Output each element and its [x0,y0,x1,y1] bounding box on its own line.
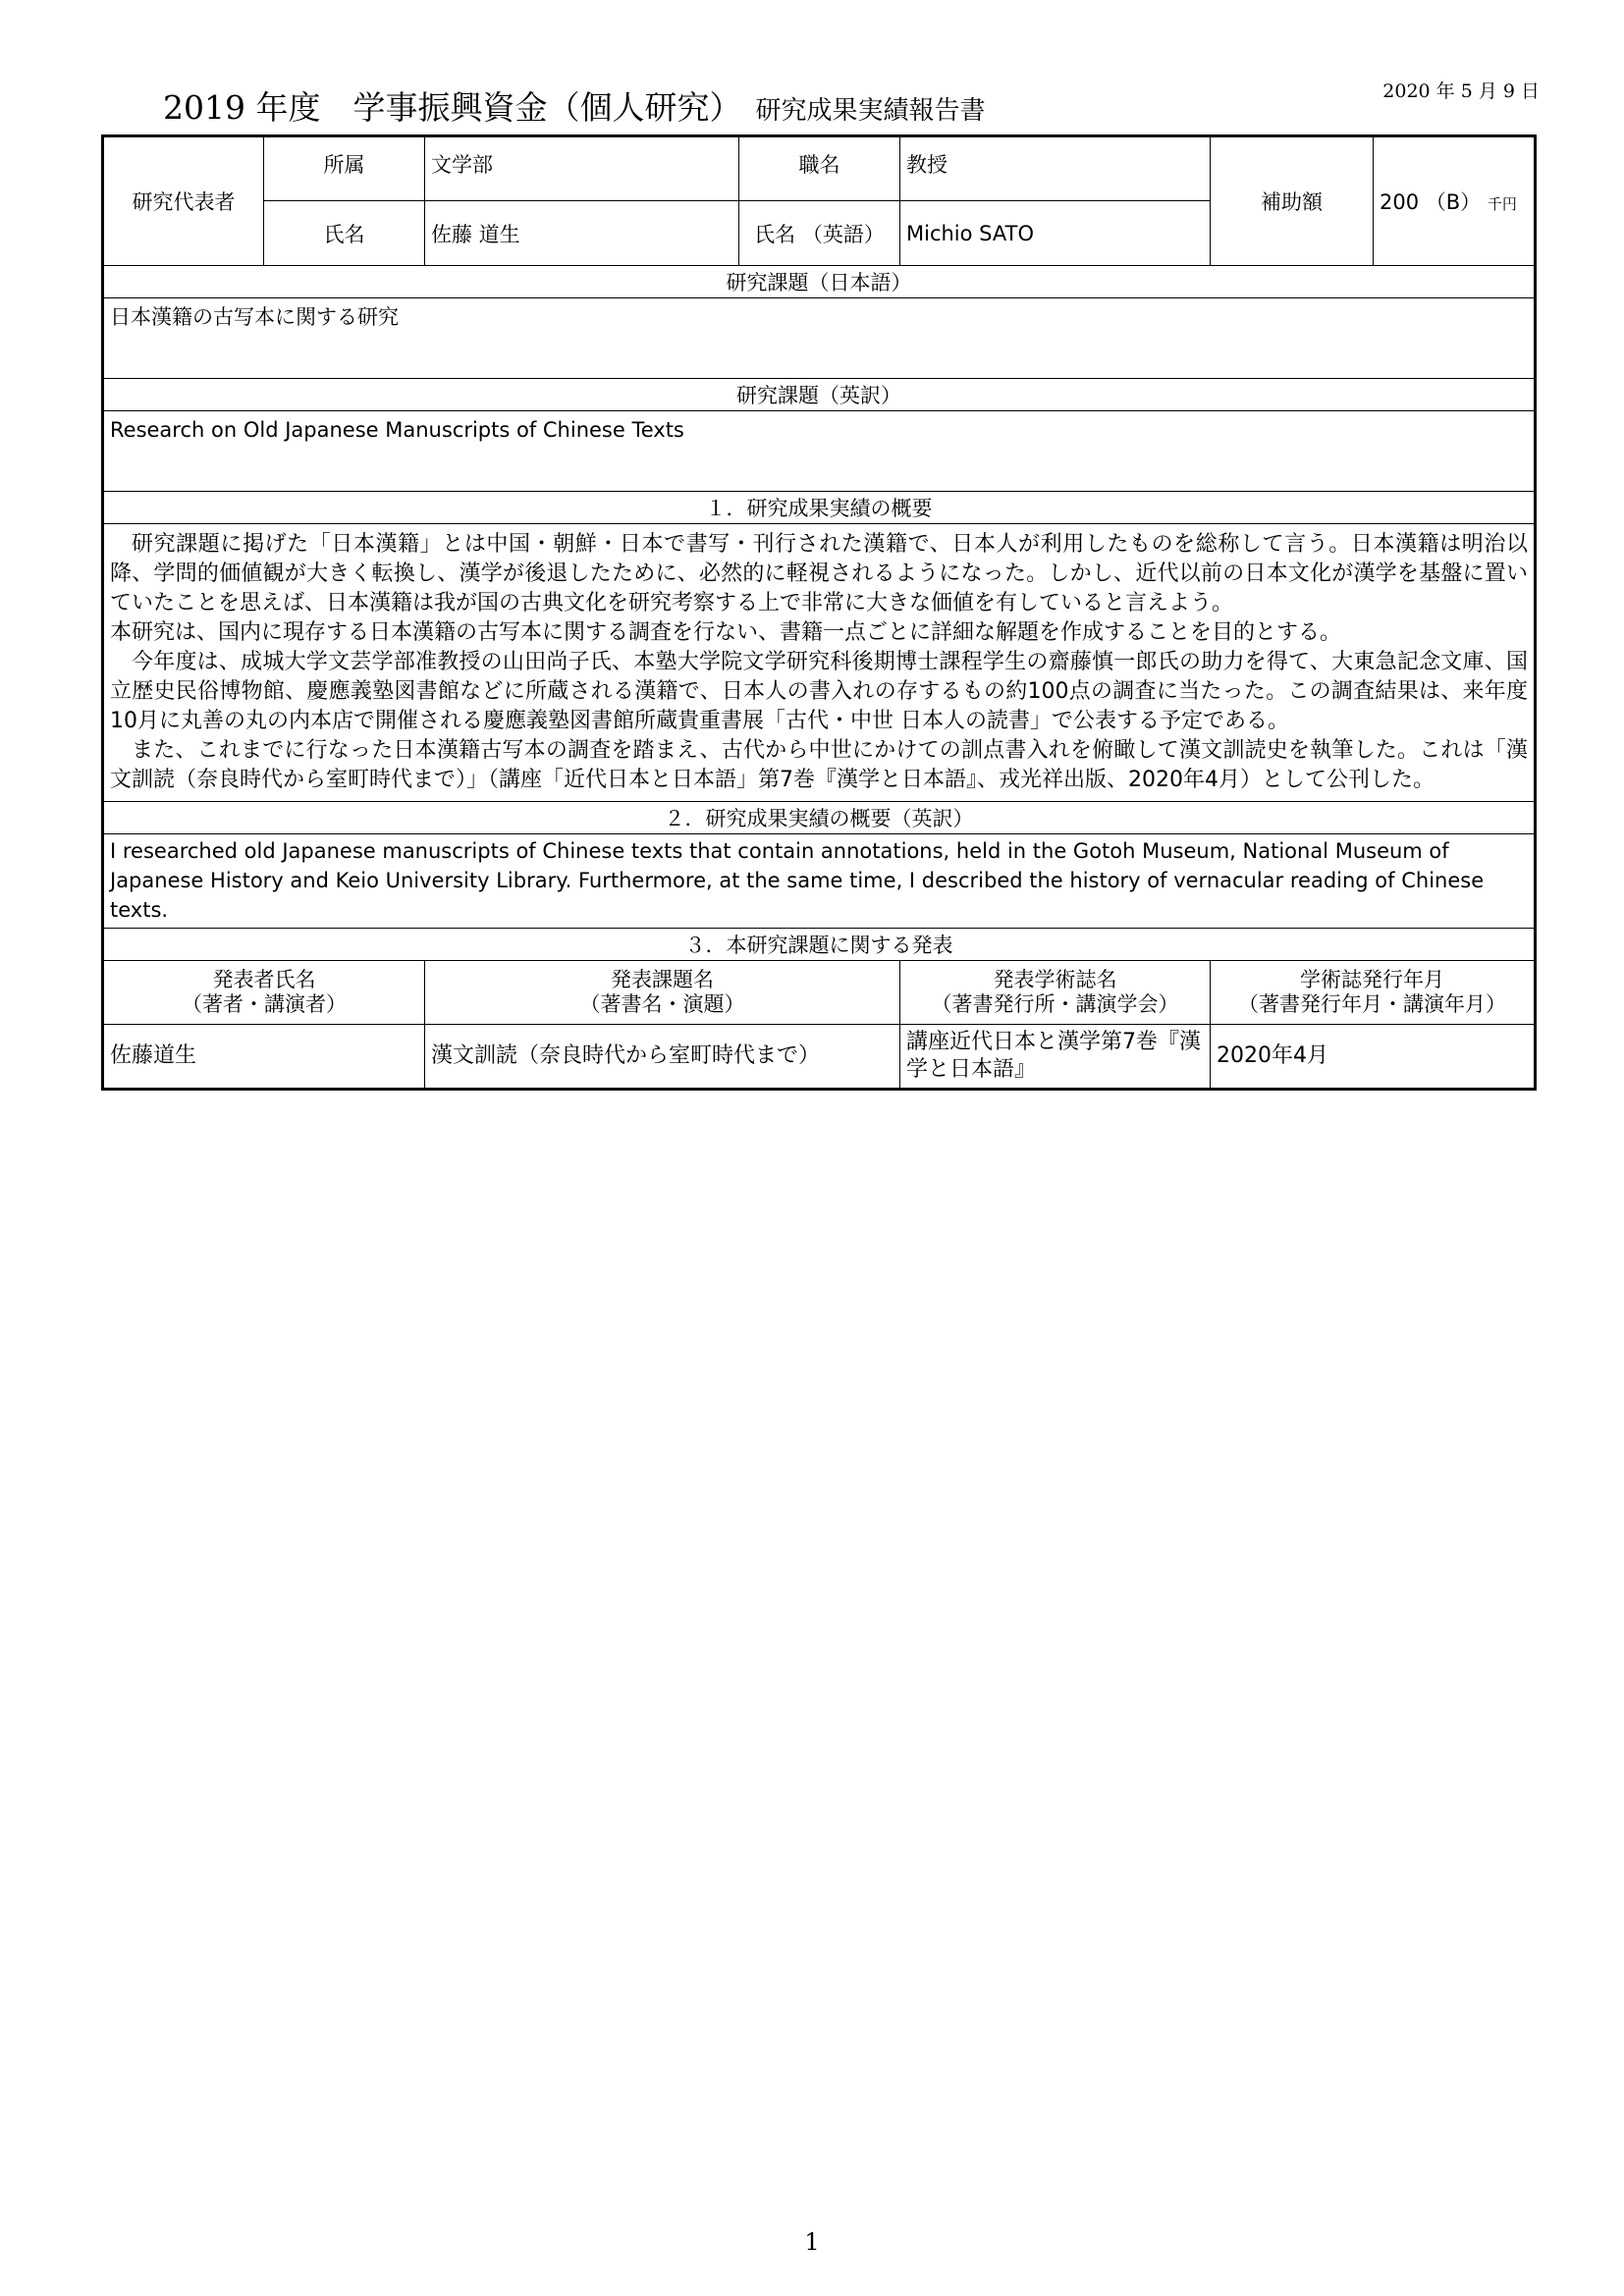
pub-col-title [425,961,900,1025]
grant-label: 補助額 [1211,136,1374,266]
publications-heading: ３．本研究課題に関する発表 [103,929,1536,961]
grant-value: 200 （B） [1380,190,1482,214]
col-line1: 発表課題名 [611,968,714,991]
name-en-value: Michio SATO [900,201,1211,266]
pub-col-date [1211,961,1536,1025]
summary-en-text: I researched old Japanese manuscripts of Chinese texts that contain annotations, held in the Gotoh Museum, National Museum of Japanese History and Keio University Library. Furthermore, at the same time, I described the history of vernacular reading of Chinese texts. [103,834,1536,929]
summary-ja-paragraph: また、これまでに行なった日本漢籍古写本の調査を踏まえ、古代から中世にかけての訓点書入れを俯瞰して漢文訓読史を執筆した。これは「漢文訓読（奈良時代から室町時代まで）」（講座「近代日本と日本語」第7巻『漢学と日本語』、戎光祥出版、2020年4月）として公刊した。 [110,738,1528,792]
representative-label: 研究代表者 [103,136,264,266]
pub-journal: 講座近代日本と漢学第7巻『漢学と日本語』 [900,1025,1211,1090]
topic-ja-heading: 研究課題（日本語） [103,266,1536,298]
summary-ja-body [103,524,1536,802]
col-line2: （著書発行所・講演学会） [931,992,1179,1016]
col-line2: （著書名・演題） [579,992,745,1016]
grant-value-cell [1374,136,1536,266]
summary-ja-paragraph: 本研究は、国内に現存する日本漢籍の古写本に関する調査を行ない、書籍一点ごとに詳細な解題を作成することを目的とする。 [110,620,1342,645]
col-line2: （著者・講演者） [182,992,347,1016]
report-date: 2020 年 5 月 9 日 [1382,80,1540,102]
affiliation-label: 所属 [264,136,425,201]
pub-col-journal [900,961,1211,1025]
position-label: 職名 [739,136,900,201]
summary-ja-paragraph: 研究課題に掲げた「日本漢籍」とは中国・朝鮮・日本で書写・刊行された漢籍で、日本人が利用したものを総称して言う。日本漢籍は明治以降、学問的価値観が大きく転換し、漢学が後退したために、必然的に軽視されるようになった。しかし、近代以前の日本文化が漢学を基盤に置いていたことを思えば、日本漢籍は我が国の古典文化を研究考察する上で非常に大きな価値を有していると言えよう。 [110,532,1528,615]
summary-ja-paragraph: 今年度は、成城大学文芸学部准教授の山田尚子氏、本塾大学院文学研究科後期博士課程学生の齋藤慎一郎氏の助力を得て、大東急記念文庫、国立歴史民俗博物館、慶應義塾図書館などに所蔵される漢籍で、日本人の書入れの存するもの約100点の調査に当たった。この調査結果は、来年度10月に丸善の丸の内本店で開催される慶應義塾図書館所蔵貴重書展「古代・中世 日本人の読書」で公表する予定である。 [110,650,1528,733]
name-en-label: 氏名 （英語） [739,201,900,266]
col-line2: （著書発行年月・講演年月） [1238,992,1506,1016]
position-value: 教授 [900,136,1211,201]
pub-presenter: 佐藤道生 [103,1025,425,1090]
topic-ja-text: 日本漢籍の古写本に関する研究 [103,298,1536,379]
title-sub: 研究成果実績報告書 [755,96,986,126]
col-line1: 発表者氏名 [212,968,316,991]
col-line1: 発表学術誌名 [993,968,1117,991]
table-row [103,1025,1536,1090]
pub-date: 2020年4月 [1211,1025,1536,1090]
summary-ja-heading: １．研究成果実績の概要 [103,492,1536,524]
topic-en-heading: 研究課題（英訳） [103,379,1536,411]
topic-en-text: Research on Old Japanese Manuscripts of Chinese Texts [103,411,1536,492]
title-main: 2019 年度 学事振興資金（個人研究） [163,88,742,127]
grant-unit: 千円 [1487,195,1517,213]
report-table [101,134,1537,1091]
affiliation-value: 文学部 [425,136,739,201]
name-value: 佐藤 道生 [425,201,739,266]
summary-en-heading: ２．研究成果実績の概要（英訳） [103,802,1536,834]
pub-title: 漢文訓読（奈良時代から室町時代まで） [425,1025,900,1090]
col-line1: 学術誌発行年月 [1300,968,1444,991]
page-number: 1 [804,2228,820,2256]
pub-col-presenter [103,961,425,1025]
name-label: 氏名 [264,201,425,266]
report-title [163,82,986,129]
